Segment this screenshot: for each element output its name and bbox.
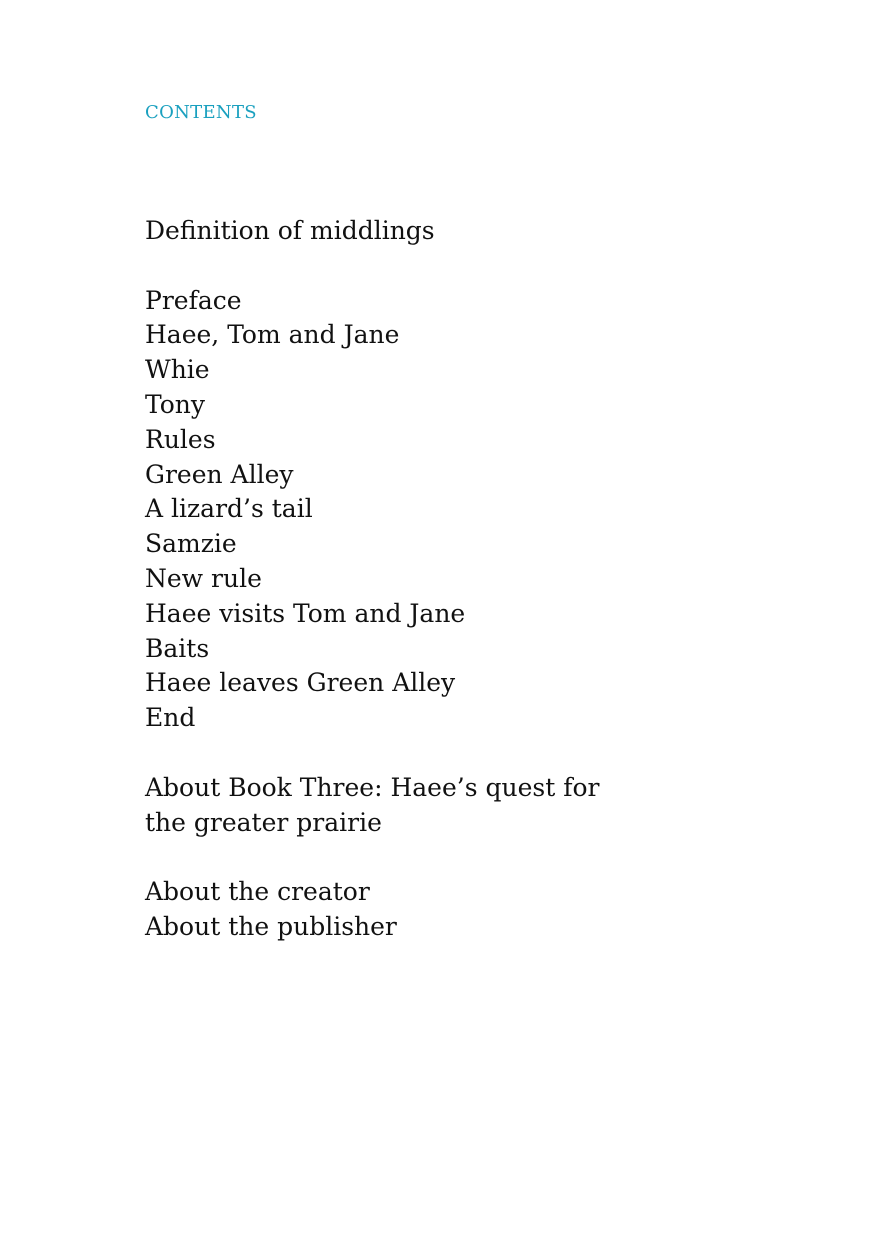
- toc-entry-lizards-tail: A lizard’s tail: [145, 494, 313, 524]
- toc-entry-haee-leaves: Haee leaves Green Alley: [145, 668, 456, 698]
- toc-entry-new-rule: New rule: [145, 563, 262, 593]
- toc-entry-about-publisher: About the publisher: [145, 911, 397, 941]
- toc-entry-baits: Baits: [145, 633, 210, 663]
- toc-entry-book-three: About Book Three: Haee’s quest for the greater prairie: [145, 772, 600, 837]
- toc-entry-tony: Tony: [145, 389, 206, 419]
- contents-heading: CONTENTS: [145, 102, 257, 123]
- toc-entry-haee-visits: Haee visits Tom and Jane: [145, 598, 466, 628]
- toc-entry-preface: Preface: [145, 285, 242, 315]
- toc-entry-end: End: [145, 703, 196, 733]
- toc-entry-about-creator: About the creator: [145, 877, 370, 907]
- toc-entry-rules: Rules: [145, 424, 216, 454]
- toc-entry-samzie: Samzie: [145, 529, 237, 559]
- table-of-contents: [145, 214, 785, 945]
- toc-entry-green-alley: Green Alley: [145, 459, 294, 489]
- toc-entry-haee-tom-jane: Haee, Tom and Jane: [145, 320, 400, 350]
- toc-entry-whie: Whie: [145, 355, 210, 385]
- toc-entry-definition: Definition of middlings: [145, 216, 435, 245]
